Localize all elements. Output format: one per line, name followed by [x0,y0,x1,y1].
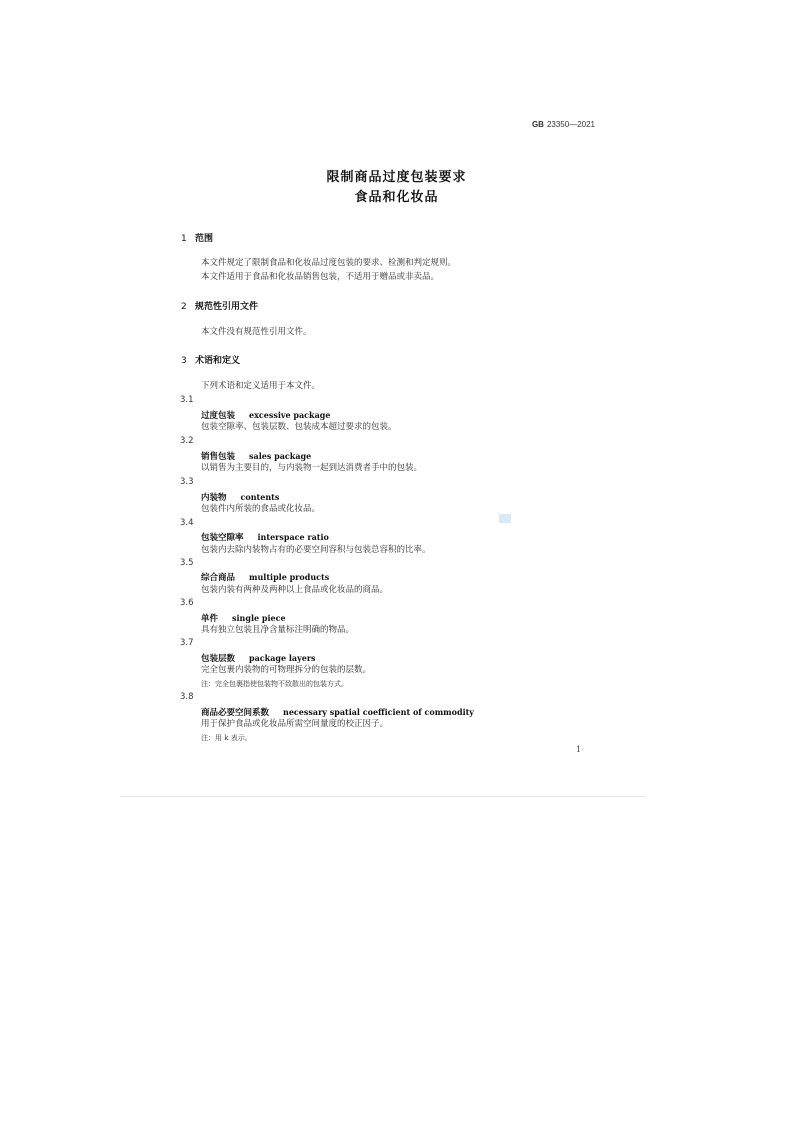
document-subtitle: 食品和化妆品 [354,190,439,205]
clause-number: 3.5 [180,558,194,568]
term-zh: 包装空隙率 [201,533,244,543]
term-entry [201,531,329,543]
term-zh: 内装物 [201,493,227,503]
paragraph: 本文件没有规范性引用文件。 [201,327,312,337]
term-zh: 商品必要空间系数 [201,708,270,718]
term-en: package layers [249,653,316,663]
term-definition: 包装空隙率、包装层数、包装成本超过要求的包装。 [201,422,397,432]
paragraph: 本文件规定了限制食品和化妆品过度包装的要求、检测和判定规则。 [201,258,457,268]
standard-number: 23350—2021 [546,120,595,129]
section-number: 1 [181,234,187,244]
section-title: 规范性引用文件 [195,302,259,312]
clause-number: 3.8 [180,692,194,702]
watermark-stamp [499,514,511,523]
section-number: 2 [181,302,187,312]
term-definition: 具有独立包装且净含量标注明确的物品。 [201,625,355,635]
term-zh: 综合商品 [201,573,236,583]
term-note: 注：完全包裹指使包装物不致散出的包装方式。 [201,680,348,688]
term-en: necessary spatial coefficient of commodity [283,707,474,717]
section-title: 范围 [195,234,214,244]
term-en: sales package [249,451,312,461]
term-zh: 过度包装 [201,411,236,421]
term-definition: 完全包裹内装物的可物理拆分的包装的层数。 [201,665,372,675]
section-heading-terms [181,353,240,366]
clause-number: 3.1 [180,395,194,405]
section-number: 3 [181,356,187,366]
term-definition: 以销售为主要目的，与内装物一起到达消费者手中的包装。 [201,463,423,473]
paragraph: 下列术语和定义适用于本文件。 [201,381,321,391]
term-definition: 包装内去除内装物占有的必要空间容积与包装总容积的比率。 [201,545,431,555]
term-definition: 包装件内所装的食品或化妆品。 [201,504,321,514]
term-note: 注：用 k 表示。 [201,734,252,742]
term-en: excessive package [249,410,331,420]
section-title: 术语和定义 [195,356,241,366]
clause-number: 3.6 [180,598,194,608]
term-zh: 包装层数 [201,654,236,664]
term-entry [201,571,329,583]
clause-number: 3.4 [180,518,194,528]
term-zh: 销售包装 [201,452,236,462]
document-title: 限制商品过度包装要求 [326,170,467,185]
section-heading-normative-references [181,299,258,312]
page-number: 1 [576,745,582,754]
standard-prefix: GB [531,120,544,129]
term-en: interspace ratio [257,532,329,542]
term-definition: 包装内装有两种及两种以上食品或化妆品的商品。 [201,585,389,595]
term-en: multiple products [249,572,330,582]
paragraph: 本文件适用于食品和化妆品销售包装，不适用于赠品或非卖品。 [201,272,440,282]
term-en: single piece [232,613,286,623]
standard-code [532,120,595,129]
section-heading-scope [181,231,213,244]
term-definition: 用于保护食品或化妆品所需空间量度的校正因子。 [201,719,389,729]
page-bottom-divider [120,796,646,797]
term-en: contents [240,492,280,502]
term-zh: 单件 [201,614,219,624]
clause-number: 3.3 [180,477,194,487]
clause-number: 3.7 [180,638,194,648]
clause-number: 3.2 [180,436,194,446]
